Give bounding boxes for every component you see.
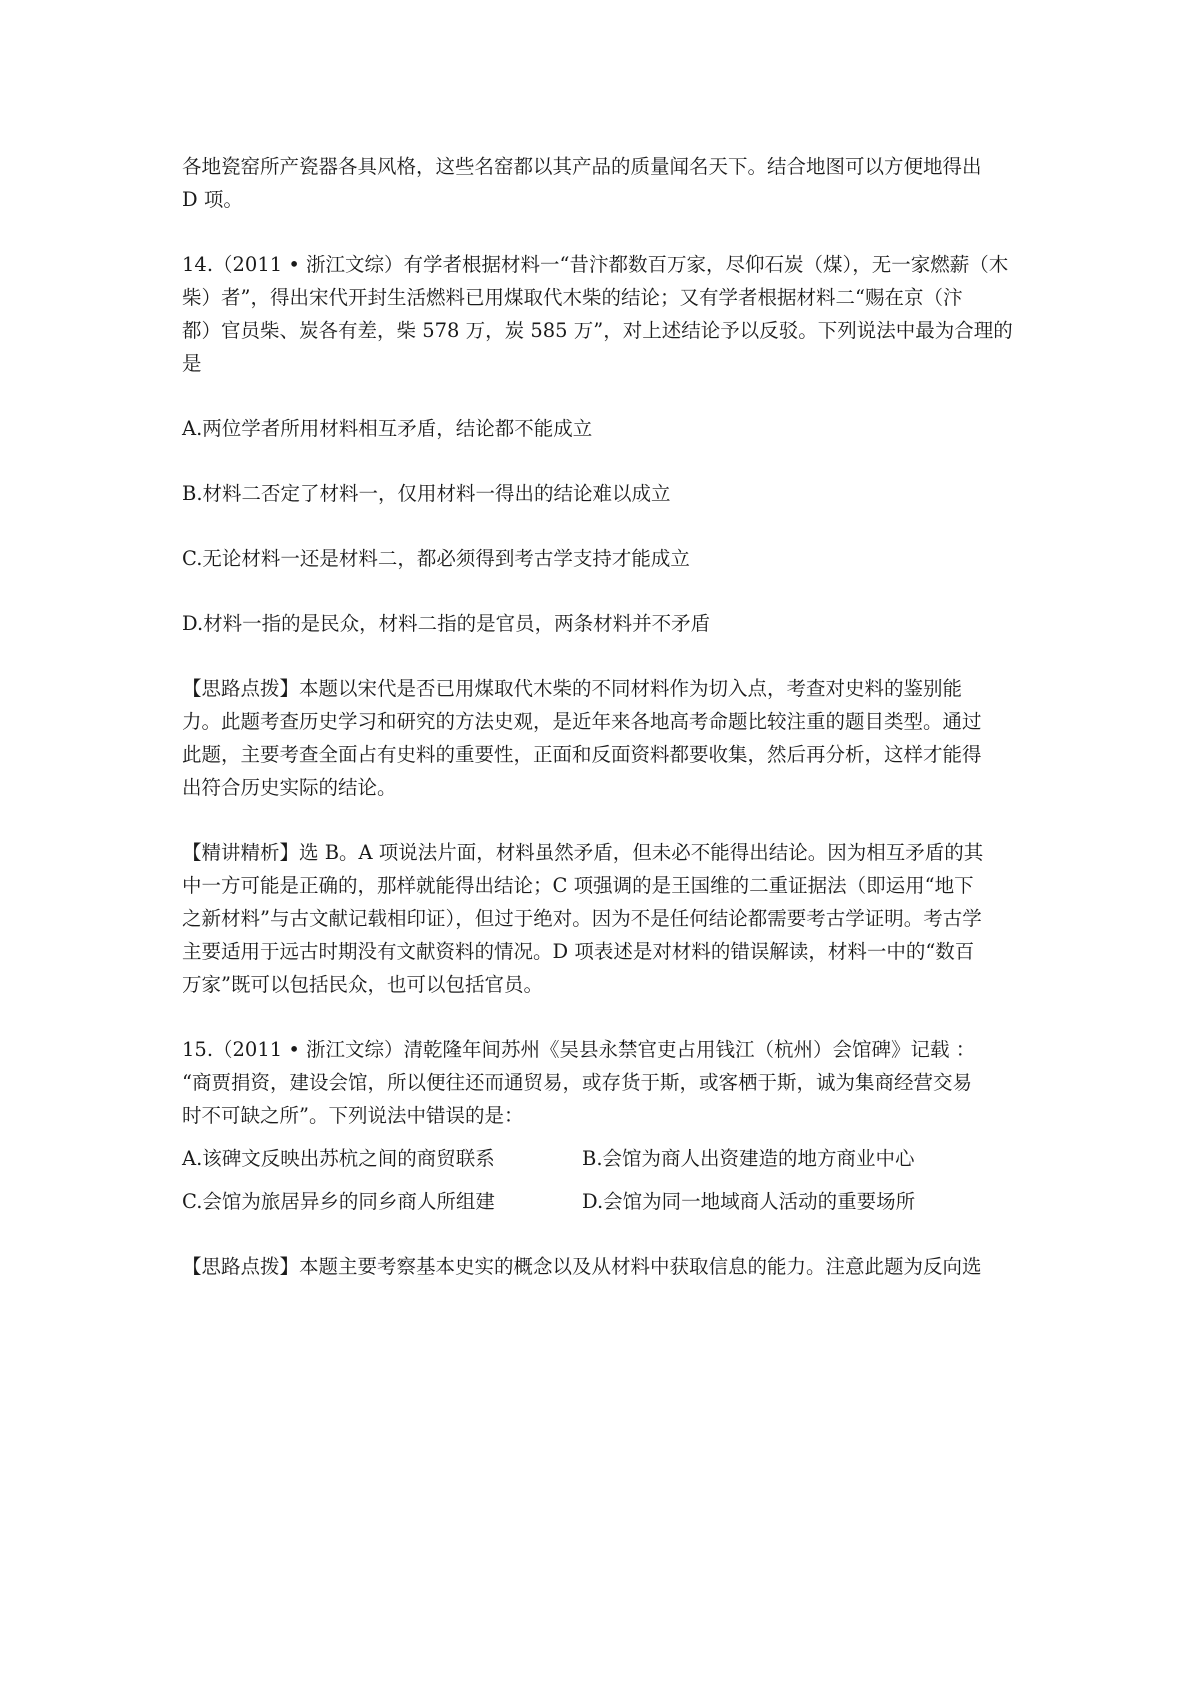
q15-stem-line-2: “商贾捐资，建设会馆，所以便往还而通贸易，或存货于斯，或客栖于斯，诚为集商经营交易 [182, 1071, 972, 1094]
q14-analysis-line-5: 万家”既可以包括民众，也可以包括官员。 [182, 973, 543, 996]
q14-analysis-line-2: 中一方可能是正确的，那样就能得出结论；C 项强调的是王国维的二重证据法（即运用“地下 [182, 874, 974, 897]
q14-option-c: C.无论材料一还是材料二，都必须得到考古学支持才能成立 [182, 547, 690, 570]
q14-analysis [182, 836, 1062, 1001]
question-15 [182, 1033, 1062, 1283]
q14-analysis-line-1: 【精讲精析】选 B。A 项说法片面，材料虽然矛盾，但未必不能得出结论。因为相互矛盾的其 [182, 841, 984, 864]
q14-stem-line-1: 14.（2011 • 浙江文综）有学者根据材料一“昔汴都数百万家，尽仰石炭（煤），无一家燃薪（木 [182, 253, 1009, 276]
q15-options-row-2 [182, 1185, 1062, 1218]
continuation-line-2: D 项。 [182, 188, 243, 211]
q14-analysis-line-4: 主要适用于远古时期没有文献资料的情况。D 项表述是对材料的错误解读，材料一中的“数百 [182, 940, 975, 963]
q14-option-b: B.材料二否定了材料一，仅用材料一得出的结论难以成立 [182, 482, 671, 505]
q14-hint-line-2: 力。此题考查历史学习和研究的方法史观，是近年来各地高考命题比较注重的题目类型。通过 [182, 710, 982, 733]
q15-option-b: B.会馆为商人出资建造的地方商业中心 [582, 1147, 915, 1170]
q14-hint-line-4: 出符合历史实际的结论。 [182, 776, 397, 799]
q15-option-c: C.会馆为旅居异乡的同乡商人所组建 [182, 1190, 495, 1213]
q15-stem-line-3: 时不可缺之所”。下列说法中错误的是： [182, 1104, 524, 1127]
q15-hint: 【思路点拨】本题主要考察基本史实的概念以及从材料中获取信息的能力。注意此题为反向选 [182, 1255, 982, 1278]
q15-options-row-1 [182, 1142, 1062, 1175]
document-page [182, 150, 1062, 1283]
q14-stem-line-3: 都）官员柴、炭各有差，柴 578 万，炭 585 万”，对上述结论予以反驳。下列说法中最为合理的 [182, 319, 1013, 342]
continuation-line-1: 各地瓷窑所产瓷器各具风格，这些名窑都以其产品的质量闻名天下。结合地图可以方便地得出 [182, 155, 982, 178]
q14-option-d: D.材料一指的是民众，材料二指的是官员，两条材料并不矛盾 [182, 612, 711, 635]
q14-option-a: A.两位学者所用材料相互矛盾，结论都不能成立 [182, 417, 593, 440]
q15-stem-line-1: 15.（2011 • 浙江文综）清乾隆年间苏州《吴县永禁官吏占用钱江（杭州）会馆碑》记载 ： [182, 1038, 976, 1061]
q14-hint [182, 672, 1062, 804]
q14-hint-line-1: 【思路点拨】本题以宋代是否已用煤取代木柴的不同材料作为切入点，考查对史料的鉴别能 [182, 677, 963, 700]
question-14 [182, 248, 1062, 1001]
q15-option-d: D.会馆为同一地域商人活动的重要场所 [582, 1190, 916, 1213]
q15-option-a: A.该碑文反映出苏杭之间的商贸联系 [182, 1147, 495, 1170]
q14-stem-line-2: 柴）者”，得出宋代开封生活燃料已用煤取代木柴的结论；又有学者根据材料二“赐在京（汴 [182, 286, 963, 309]
q14-hint-line-3: 此题，主要考查全面占有史料的重要性，正面和反面资料都要收集，然后再分析，这样才能得 [182, 743, 982, 766]
q14-stem-line-4: 是 [182, 352, 202, 375]
q14-analysis-line-3: 之新材料”与古文献记载相印证），但过于绝对。因为不是任何结论都需要考古学证明。考古学 [182, 907, 982, 930]
